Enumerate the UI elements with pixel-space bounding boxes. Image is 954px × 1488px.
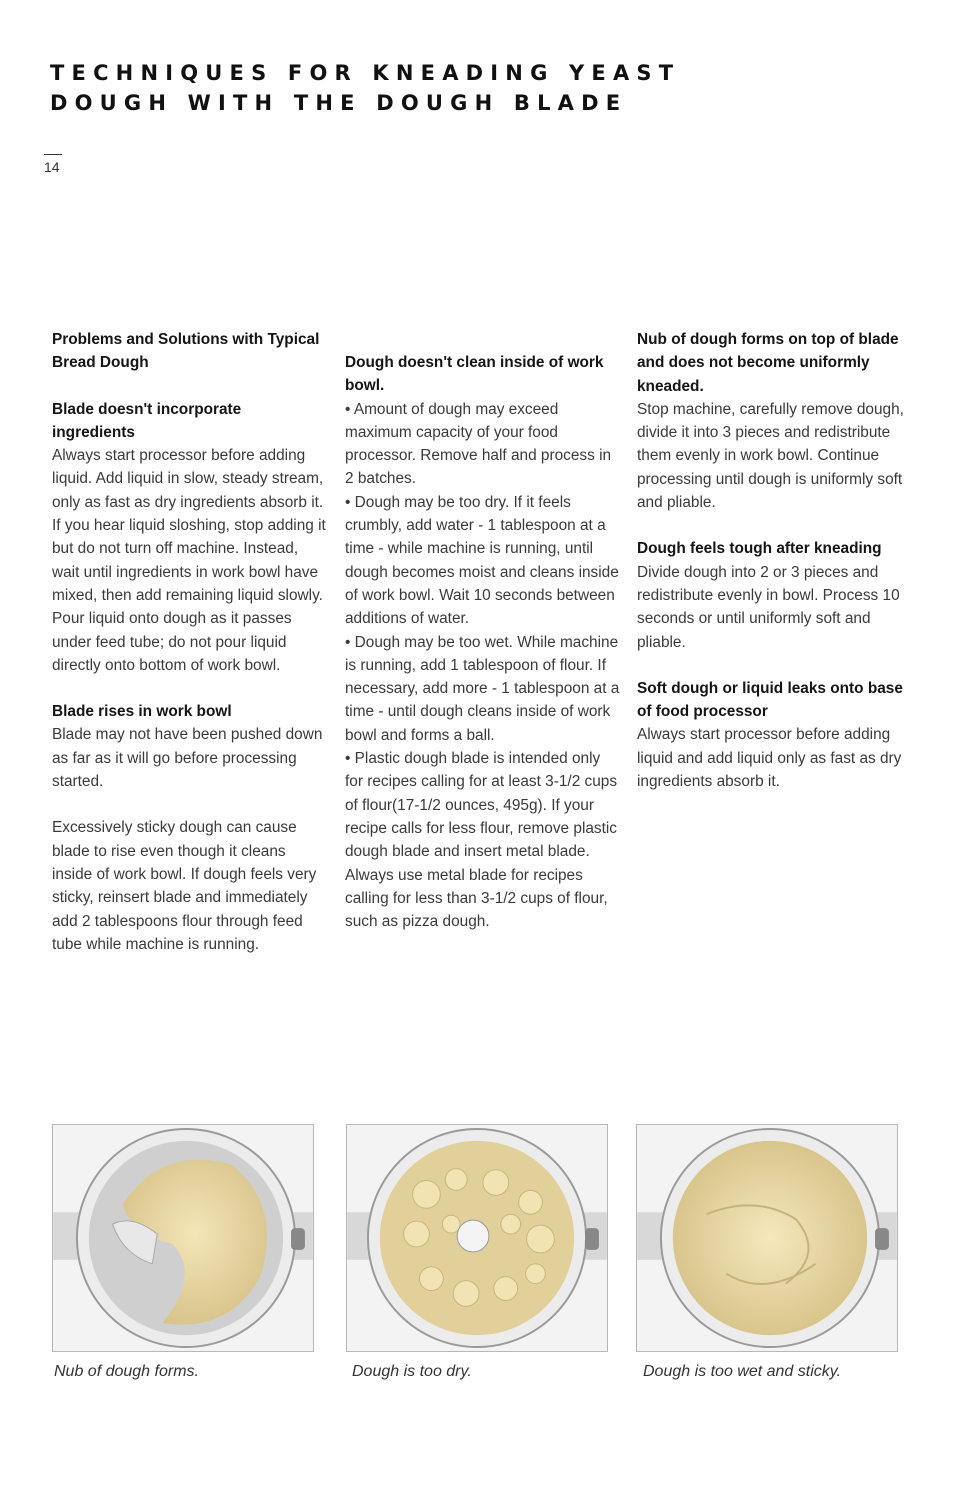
- bullet-item: • Amount of dough may exceed maximum capacity of your food processor. Remove half and process in 2 batches.: [345, 400, 612, 488]
- section-heading: Soft dough or liquid leaks onto base of food processor: [637, 679, 903, 721]
- section-heading: Dough doesn't clean inside of work bowl.: [345, 354, 604, 395]
- food-processor-image: [53, 1125, 313, 1351]
- title-line-2: DOUGH WITH THE DOUGH BLADE: [50, 91, 628, 115]
- column-1: [52, 328, 327, 956]
- food-processor-image: [347, 1125, 607, 1351]
- section-body: Blade may not have been pushed down as far as it will go before processing started.: [52, 726, 323, 791]
- page-number-text: 14: [44, 159, 60, 175]
- photo-caption: Nub of dough forms.: [54, 1363, 199, 1380]
- section-body: Always start processor before adding liquid and add liquid only as fast as dry ingredients absorb it.: [637, 726, 902, 791]
- column-3: [637, 328, 907, 793]
- section-heading: Blade rises in work bowl: [52, 703, 232, 721]
- section-body: Excessively sticky dough can cause blade to rise even though it cleans inside of work bowl. If dough feels very sticky, reinsert blade and immediately add 2 tablespoons flour through feed tube while machine is running.: [52, 819, 317, 953]
- column-2: [345, 351, 620, 933]
- photo-caption: Dough is too dry.: [352, 1363, 472, 1380]
- section-heading: Problems and Solutions with Typical Bread Dough: [52, 331, 320, 372]
- photo-nub-of-dough: [52, 1124, 314, 1352]
- bullet-item: • Dough may be too wet. While machine is running, add 1 tablespoon of flour. If necessary, add more - 1 tablespoon at a time - until dough cleans inside of work bowl and forms a ball.: [345, 633, 620, 744]
- photo-dough-too-wet: [636, 1124, 898, 1352]
- photo-caption: Dough is too wet and sticky.: [643, 1363, 842, 1380]
- photo-dough-too-dry: [346, 1124, 608, 1352]
- section-body: Always start processor before adding liquid. Add liquid in slow, steady stream, only as fast as dry ingredients absorb it. If you hear liquid sloshing, stop adding it but do not turn off machine. Instead, wait until ingredients in work bowl have mixed, then add remaining liquid slowly. Pour liquid onto dough as it passes under feed tube; do not pour liquid directly onto bottom of work bowl.: [52, 447, 326, 674]
- bullet-item: • Plastic dough blade is intended only for recipes calling for at least 3-1/2 cups of flour(17-1/2 ounces, 495g). If your recipe calls for less flour, remove plastic dough blade and insert metal blade. Always use metal blade for recipes calling for less than 3-1/2 cups of flour, such as pizza dough.: [345, 750, 618, 931]
- section-body: Stop machine, carefully remove dough, divide it into 3 pieces and redistribute them evenly in work bowl. Continue processing until dough is uniformly soft and pliable.: [637, 400, 904, 512]
- section-body: Divide dough into 2 or 3 pieces and redistribute evenly in bowl. Process 10 seconds or until uniformly soft and pliable.: [637, 563, 900, 651]
- food-processor-image: [637, 1125, 897, 1351]
- bullet-item: • Dough may be too dry. If it feels crumbly, add water - 1 tablespoon at a time - while machine is running, until dough becomes moist and cleans inside of work bowl. Wait 10 seconds between additions of water.: [345, 493, 619, 628]
- section-heading: Nub of dough forms on top of blade and does not become uniformly kneaded.: [637, 331, 899, 395]
- page-title: [50, 58, 750, 118]
- page-number-rule: [44, 154, 62, 155]
- title-line-1: TECHNIQUES FOR KNEADING YEAST: [50, 61, 681, 85]
- page-number: [44, 154, 62, 175]
- section-heading: Blade doesn't incorporate ingredients: [52, 400, 242, 441]
- section-heading: Dough feels tough after kneading: [637, 540, 882, 558]
